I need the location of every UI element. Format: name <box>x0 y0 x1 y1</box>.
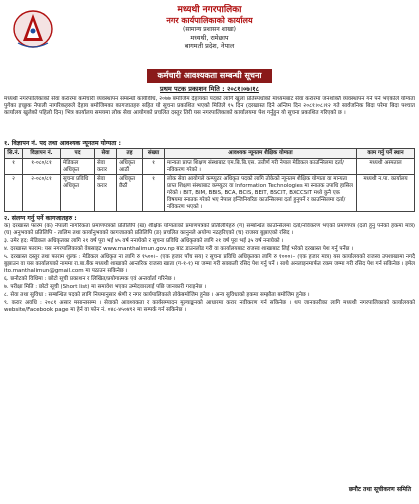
office-name: नगर कार्यपालिकाको कार्यालय <box>166 16 253 25</box>
cell-location: मध्यथी अस्पताल <box>357 158 415 175</box>
table-row <box>5 158 415 175</box>
note-item: ८. सेवा तथा सुविधा : सम्बन्धित पदको लागि नियमानुसार श्रेणी र नगर कार्यपालिकाले तोकेबमोजिम हुनेछ । अन्य सुविधाको हकमा सम्झौता बमोजिम हुनेछ । <box>4 292 310 299</box>
cell-service: सेवा करार <box>95 175 117 212</box>
note-item: ५. दरखास्त दस्तुर तथा फाराम शुल्क : मेडिकल अधिकृत ना लागि रु १५००।– (एक हजार पाँच सय) र सूचना प्रविधि अधिकृतका लागि रु १०००।– (एक हजार मात्र) यस कार्यालयको राजस्व उपशाखामा नगदै बुझाउन वा यस कार्यालयको नाममा रा.बा.बैंक मध्यथी शाखाको आन्तरिक राजस्व खाता (ग-१-१) मा जम्मा गरी सक्कली रसिद पेश गर्नु पर्ने । साथै अनलाइनमार्फत रकम जम्मा गरी रसिद पेश गर्न सकिनेछ । इमेल ito.manthalimun@gmail.com मा पठाउन सकिनेछ । <box>4 254 415 275</box>
cell-count: १ <box>143 175 165 212</box>
branch-name: (सामान्य प्रशासन शाखा) <box>182 26 237 33</box>
note-item: ६. छनौटको विधिमा : छोटो सूची प्रकाशन र लिखित/प्रयोगात्मक एवं अन्तर्वार्ता गरिनेछ । <box>4 276 176 283</box>
note-item: क) दरखास्त फारम (क) नेपाली नागरिकता प्रमाणपत्रको प्रतिलिपि (ख) शैक्षिक योग्यताको प्रमाणपत्रको प्रतिलिपिहरु (ग) सम्बन्धित काउन्सिलमा दर्ता/नविकरण भएको प्रमाणपत्र (दर्ता हुनु पर्नेको हकमा मात्र) (घ) अनुभवको प्रतिलिपि - तालिम तथा कार्यानुभवको कागजातको प्रतिलिपि (ङ) प्रचलित कानुनले अयोग्य नठहरिएको (च) राजस्व बुझाएको रसिद । <box>4 223 415 237</box>
note-item: ९. करार अवधि : २०८१ असार मसान्तसम्म । सेवाको आवश्यकता र कार्यसम्पादन मूल्याङ्कनको आधारमा करार नवीकरण गर्न सकिनेछ । थप जानकारीका लागि मध्यथी नगरपालिकाको कार्यालयको website/Facebook page मा हेर्न वा फोन नं. ०४८-४५०४१२ मा सम्पर्क गर्न सकिनेछ । <box>4 300 415 314</box>
note-item: ३. उमेर हद: मेडिकल अधिकृतका लागि २१ वर्ष पूरा भई ४५ वर्ष ननाघेको र सूचना प्रविधि अधिकृतको लागि २१ वर्ष पूरा भई ३५ वर्ष ननाघेको । <box>4 238 284 245</box>
cell-service: सेवा करार <box>95 158 117 175</box>
note-item: ४. दरखास्त फाराम: यस नगरपालिकाको वेबसाइट www.manthalimun.gov.np बाट डाउनलोड गरी वा कार्यालयबाट राजस्व शाखाबाट लिई भरेको दरखास्त पेश गर्नु पर्नेछ । <box>4 246 354 253</box>
header-adv-no: विज्ञापन नं. <box>23 149 61 159</box>
cell-level: अधिकृत आठौं <box>117 158 143 175</box>
cell-qualification: लोक सेवा आयोगले कम्प्युटर अधिकृत पदको लागि तोकेको न्यूनतम शैक्षिक योग्यता वा मान्यता प्राप्त शिक्षण संस्थाबाट कम्प्युटर वा Information Technologies मा स्नातक उपाधि हासिल गरेको । BIT, BIM, BBIS, BCA, BCIS, BEIT, BSCIT, BXCCSIT मध्ये कुनै एक विषयमा स्नातक गरेको भए नेपाल इन्जिनियरिङ काउन्सिलमा दर्ता हुनुपर्ने र काउन्सिलमा दर्ता/नविकरण भएको । <box>165 175 357 212</box>
cell-post: सूचना प्रविधि अधिकृत <box>61 175 95 212</box>
municipality-name: मध्यथी नगरपालिका <box>177 5 242 15</box>
note-item: ७. परीक्षा मिति : छोटो सूची (Short list) मा समावेश भएका उम्मेदवारलाई पछि जानकारी गराइनेछ । <box>4 284 207 291</box>
header-count: संख्या <box>143 149 165 159</box>
cell-adv-no: १-०८०/८१ <box>23 158 61 175</box>
vacancy-table <box>4 148 415 212</box>
notice-title: कर्मचारी आवश्यकता सम्बन्धी सूचना <box>147 69 271 83</box>
header <box>4 5 415 63</box>
cell-qualification: मान्यता प्राप्त शिक्षण संस्थाबाट एम.बि.बि.एस. उत्तीर्ण गरी नेपाल मेडिकल काउन्सिलमा दर्ता/नविकरण गरेको । <box>165 158 357 175</box>
publication-date: प्रथम पटक प्रकाशन मिति : २०८१।०७।१८ <box>160 85 259 93</box>
notice-page <box>4 4 415 496</box>
table-row <box>5 175 415 212</box>
committee-signature: छनौट तथा सूचीकरण समिति <box>348 486 411 493</box>
cell-level: अधिकृत छैठौं <box>117 175 143 212</box>
header-location: काम गर्नु पर्ने स्थान <box>357 149 415 159</box>
notice-title-row <box>4 63 415 83</box>
header-qualification: आवश्यक न्यूनतम शैक्षिक योग्यता <box>165 149 357 159</box>
cell-post: मेडिकल अधिकृत <box>61 158 95 175</box>
header-service: सेवा <box>95 149 117 159</box>
header-sn: सि.नं. <box>5 149 23 159</box>
cell-location: मध्यथी न.पा. कार्यालय <box>357 175 415 212</box>
section-2-title: २. संलग्न गर्नु पर्ने कागजातहरु : <box>4 215 77 223</box>
cell-sn: २ <box>5 175 23 212</box>
government-emblem-icon <box>10 7 56 49</box>
notes-list <box>4 223 415 423</box>
header-level: तह <box>117 149 143 159</box>
header-post: पद <box>61 149 95 159</box>
cell-sn: १ <box>5 158 23 175</box>
office-address: मध्यथी, रामेछाप <box>190 34 229 42</box>
table-header-row <box>5 149 415 159</box>
cell-adv-no: २-०८०/८१ <box>23 175 61 212</box>
intro-paragraph: मध्यथी नगरपालिकाको सेवा करारमा कर्मचारी व्यवस्थापन सम्बन्धी कार्यविधि, २०७७ बमोजिम देहायका पदको लागि खुला प्रतिस्पर्धाको माध्यमबाट सेवा करारमा जनशक्ति व्यवस्थापन गर्न पर्ने भएकोले योग्यता पुगेका इच्छुक नेपाली नागरिकहरुले देहाय बमोजिमका कागजातहरु सहित यो सूचना प्रकाशित भएको मितिले १५ दिन (दरखास्त दिने अन्तिम दिन २०८१।०८।१२ गते सार्वजनिक बिदा परेमा बिदा पश्चात कार्यालय खुलेको पहिलो दिन) भित्र कार्यालय समयमा लोक सेवा आयोगको प्रचलित दस्तुर तिरी यस नगरपालिकाको कार्यालयमा पेश गर्नुहुन यो सूचना प्रकाशित गरिएको छ । <box>4 96 415 117</box>
section-1-title: १. विज्ञापन नं. पद तथा आवश्यक न्यूनतम योग्यता : <box>4 140 121 147</box>
cell-count: १ <box>143 158 165 175</box>
province-name: बागमती प्रदेश, नेपाल <box>184 42 235 50</box>
